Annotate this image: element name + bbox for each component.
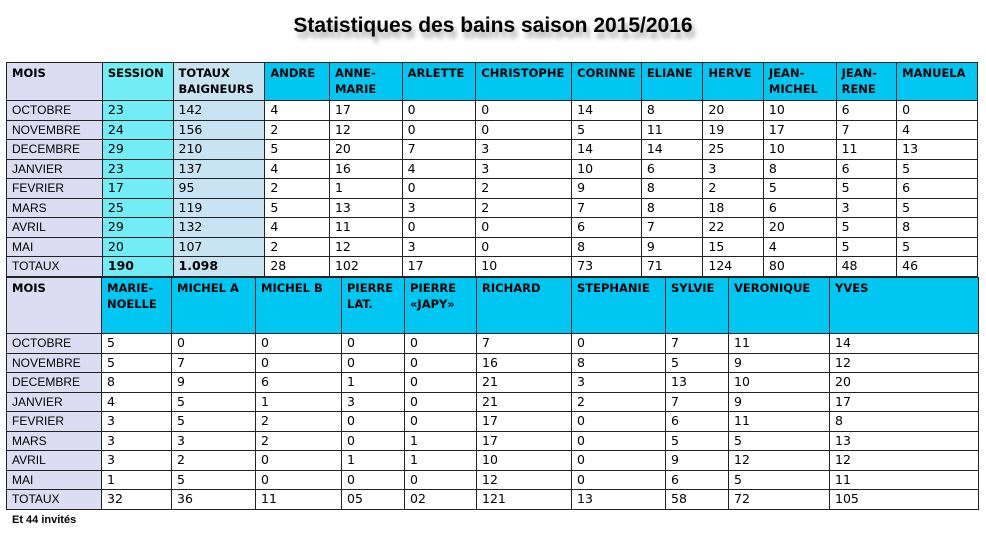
value-cell: 1: [329, 179, 402, 199]
value-cell: 13: [897, 140, 978, 160]
value-cell: 0: [342, 431, 405, 451]
table-row: [7, 237, 978, 257]
value-cell: 58: [666, 490, 729, 510]
value-cell: 8: [641, 198, 703, 218]
value-cell: 3: [102, 431, 172, 451]
value-cell: 0: [405, 470, 477, 490]
table-row: [7, 218, 978, 238]
value-cell: 23: [102, 101, 173, 121]
value-cell: 8: [897, 218, 978, 238]
value-cell: 0: [256, 334, 342, 354]
value-cell: 0: [405, 334, 477, 354]
value-cell: 1: [256, 392, 342, 412]
value-cell: 2: [265, 179, 330, 199]
value-cell: 17: [102, 179, 173, 199]
value-cell: 25: [703, 140, 764, 160]
value-cell: 23: [102, 159, 173, 179]
value-cell: 1: [342, 451, 405, 471]
value-cell: 36: [172, 490, 256, 510]
value-cell: 19: [703, 120, 764, 140]
value-cell: 6: [836, 101, 897, 121]
value-cell: 17: [763, 120, 836, 140]
value-cell: 4: [763, 237, 836, 257]
value-cell: 0: [405, 412, 477, 432]
value-cell: 1: [102, 470, 172, 490]
value-cell: 02: [405, 490, 477, 510]
totals-row: [7, 490, 979, 510]
value-cell: 5: [897, 237, 978, 257]
column-header: YVES: [830, 278, 979, 334]
value-cell: 121: [477, 490, 572, 510]
column-header: RICHARD: [477, 278, 572, 334]
value-cell: 1: [342, 373, 405, 393]
month-cell: MARS: [7, 431, 102, 451]
table-row: [7, 159, 978, 179]
value-cell: 3: [102, 451, 172, 471]
value-cell: 5: [729, 470, 830, 490]
value-cell: 3: [836, 198, 897, 218]
value-cell: 6: [641, 159, 703, 179]
value-cell: 8: [572, 353, 666, 373]
table-row: [7, 179, 978, 199]
table-row: [7, 451, 979, 471]
column-header: MOIS: [7, 63, 103, 101]
column-header: MICHEL B: [256, 278, 342, 334]
value-cell: 0: [897, 101, 978, 121]
value-cell: 8: [641, 179, 703, 199]
value-cell: 142: [173, 101, 265, 121]
month-cell: NOVEMBRE: [7, 353, 102, 373]
month-cell: DECEMBRE: [7, 373, 102, 393]
value-cell: 32: [102, 490, 172, 510]
month-cell: OCTOBRE: [7, 101, 103, 121]
value-cell: 132: [173, 218, 265, 238]
column-header: STEPHANIE: [572, 278, 666, 334]
value-cell: 20: [703, 101, 764, 121]
month-cell: TOTAUX: [7, 257, 103, 277]
value-cell: 5: [172, 392, 256, 412]
value-cell: 5: [666, 431, 729, 451]
value-cell: 7: [572, 198, 642, 218]
value-cell: 12: [477, 470, 572, 490]
value-cell: 3: [476, 159, 572, 179]
month-cell: JANVIER: [7, 392, 102, 412]
value-cell: 156: [173, 120, 265, 140]
value-cell: 0: [402, 101, 476, 121]
table-row: [7, 470, 979, 490]
value-cell: 7: [641, 218, 703, 238]
column-header: MOIS: [7, 278, 102, 334]
value-cell: 5: [763, 179, 836, 199]
value-cell: 5: [172, 412, 256, 432]
table-row: [7, 373, 979, 393]
value-cell: 20: [763, 218, 836, 238]
value-cell: 0: [342, 353, 405, 373]
value-cell: 5: [666, 353, 729, 373]
value-cell: 14: [572, 140, 642, 160]
value-cell: 3: [342, 392, 405, 412]
value-cell: 9: [729, 392, 830, 412]
value-cell: 0: [572, 412, 666, 432]
value-cell: 2: [703, 179, 764, 199]
month-cell: MAI: [7, 237, 103, 257]
value-cell: 20: [830, 373, 979, 393]
value-cell: 0: [572, 451, 666, 471]
value-cell: 10: [477, 451, 572, 471]
month-cell: NOVEMBRE: [7, 120, 103, 140]
value-cell: 11: [729, 412, 830, 432]
value-cell: 6: [666, 412, 729, 432]
column-header: ANNE-MARIE: [329, 63, 402, 101]
value-cell: 0: [256, 451, 342, 471]
column-header: MICHEL A: [172, 278, 256, 334]
value-cell: 3: [476, 140, 572, 160]
column-header: TOTAUX BAIGNEURS: [173, 63, 265, 101]
value-cell: 5: [836, 218, 897, 238]
value-cell: 8: [572, 237, 642, 257]
value-cell: 72: [729, 490, 830, 510]
value-cell: 4: [265, 101, 330, 121]
value-cell: 5: [897, 198, 978, 218]
value-cell: 13: [830, 431, 979, 451]
value-cell: 0: [402, 120, 476, 140]
month-cell: FEVRIER: [7, 179, 103, 199]
column-header: JEAN-RENE: [836, 63, 897, 101]
value-cell: 2: [256, 412, 342, 432]
value-cell: 9: [729, 353, 830, 373]
column-header: MANUELA: [897, 63, 978, 101]
value-cell: 5: [102, 353, 172, 373]
value-cell: 5: [265, 198, 330, 218]
value-cell: 5: [572, 120, 642, 140]
value-cell: 5: [897, 159, 978, 179]
table-row: [7, 334, 979, 354]
value-cell: 9: [172, 373, 256, 393]
column-header: CORINNE: [572, 63, 642, 101]
value-cell: 4: [265, 218, 330, 238]
value-cell: 0: [476, 237, 572, 257]
page-title: Statistiques des bains saison 2015/2016: [293, 14, 693, 37]
footnote: Et 44 invités: [12, 514, 77, 526]
value-cell: 12: [729, 451, 830, 471]
column-header: ELIANE: [641, 63, 703, 101]
value-cell: 17: [830, 392, 979, 412]
value-cell: 190: [102, 257, 173, 277]
totals-row: [7, 257, 978, 277]
value-cell: 10: [763, 101, 836, 121]
value-cell: 0: [256, 470, 342, 490]
value-cell: 8: [102, 373, 172, 393]
value-cell: 3: [402, 198, 476, 218]
month-cell: AVRIL: [7, 218, 103, 238]
value-cell: 8: [763, 159, 836, 179]
value-cell: 46: [897, 257, 978, 277]
value-cell: 17: [329, 101, 402, 121]
value-cell: 6: [256, 373, 342, 393]
value-cell: 0: [476, 218, 572, 238]
value-cell: 12: [329, 237, 402, 257]
value-cell: 28: [265, 257, 330, 277]
value-cell: 6: [836, 159, 897, 179]
value-cell: 7: [477, 334, 572, 354]
value-cell: 0: [572, 334, 666, 354]
value-cell: 3: [572, 373, 666, 393]
value-cell: 29: [102, 218, 173, 238]
value-cell: 10: [476, 257, 572, 277]
value-cell: 13: [572, 490, 666, 510]
month-cell: DECEMBRE: [7, 140, 103, 160]
value-cell: 7: [666, 334, 729, 354]
table-header-row: [7, 278, 979, 334]
stats-table-2: [6, 277, 979, 510]
value-cell: 0: [172, 334, 256, 354]
value-cell: 71: [641, 257, 703, 277]
table-row: [7, 198, 978, 218]
value-cell: 80: [763, 257, 836, 277]
table-row: [7, 140, 978, 160]
column-header: JEAN-MICHEL: [763, 63, 836, 101]
value-cell: 11: [729, 334, 830, 354]
value-cell: 11: [641, 120, 703, 140]
value-cell: 107: [173, 237, 265, 257]
value-cell: 12: [830, 451, 979, 471]
value-cell: 7: [402, 140, 476, 160]
value-cell: 2: [265, 120, 330, 140]
month-cell: MAI: [7, 470, 102, 490]
value-cell: 10: [572, 159, 642, 179]
value-cell: 9: [666, 451, 729, 471]
value-cell: 2: [572, 392, 666, 412]
value-cell: 14: [830, 334, 979, 354]
value-cell: 105: [830, 490, 979, 510]
column-header: VERONIQUE: [729, 278, 830, 334]
value-cell: 0: [476, 101, 572, 121]
table-row: [7, 431, 979, 451]
value-cell: 21: [477, 392, 572, 412]
value-cell: 17: [402, 257, 476, 277]
table-row: [7, 353, 979, 373]
value-cell: 9: [641, 237, 703, 257]
value-cell: 210: [173, 140, 265, 160]
column-header: HERVE: [703, 63, 764, 101]
table-row: [7, 101, 978, 121]
table-row: [7, 412, 979, 432]
value-cell: 0: [572, 431, 666, 451]
value-cell: 11: [256, 490, 342, 510]
column-header: ANDRE: [265, 63, 330, 101]
value-cell: 13: [666, 373, 729, 393]
value-cell: 20: [102, 237, 173, 257]
value-cell: 6: [666, 470, 729, 490]
column-header: ARLETTE: [402, 63, 476, 101]
value-cell: 6: [572, 218, 642, 238]
value-cell: 4: [402, 159, 476, 179]
value-cell: 0: [342, 470, 405, 490]
value-cell: 5: [102, 334, 172, 354]
value-cell: 6: [763, 198, 836, 218]
value-cell: 4: [102, 392, 172, 412]
month-cell: JANVIER: [7, 159, 103, 179]
value-cell: 5: [836, 237, 897, 257]
value-cell: 10: [729, 373, 830, 393]
value-cell: 11: [836, 140, 897, 160]
value-cell: 25: [102, 198, 173, 218]
value-cell: 137: [173, 159, 265, 179]
value-cell: 11: [830, 470, 979, 490]
value-cell: 48: [836, 257, 897, 277]
value-cell: 16: [329, 159, 402, 179]
value-cell: 10: [763, 140, 836, 160]
value-cell: 0: [402, 179, 476, 199]
value-cell: 0: [476, 120, 572, 140]
value-cell: 7: [836, 120, 897, 140]
month-cell: MARS: [7, 198, 103, 218]
value-cell: 5: [265, 140, 330, 160]
value-cell: 3: [172, 431, 256, 451]
value-cell: 17: [477, 431, 572, 451]
value-cell: 24: [102, 120, 173, 140]
value-cell: 8: [641, 101, 703, 121]
value-cell: 5: [836, 179, 897, 199]
value-cell: 73: [572, 257, 642, 277]
value-cell: 1.098: [173, 257, 265, 277]
value-cell: 4: [265, 159, 330, 179]
value-cell: 7: [172, 353, 256, 373]
value-cell: 16: [477, 353, 572, 373]
value-cell: 13: [329, 198, 402, 218]
table-row: [7, 120, 978, 140]
month-cell: TOTAUX: [7, 490, 102, 510]
value-cell: 8: [830, 412, 979, 432]
value-cell: 3: [703, 159, 764, 179]
value-cell: 17: [477, 412, 572, 432]
value-cell: 21: [477, 373, 572, 393]
value-cell: 2: [476, 179, 572, 199]
value-cell: 9: [572, 179, 642, 199]
value-cell: 14: [572, 101, 642, 121]
value-cell: 2: [265, 237, 330, 257]
table-header-row: [7, 63, 978, 101]
value-cell: 0: [256, 353, 342, 373]
value-cell: 3: [402, 237, 476, 257]
value-cell: 5: [172, 470, 256, 490]
column-header: SESSION: [102, 63, 173, 101]
value-cell: 14: [641, 140, 703, 160]
value-cell: 5: [729, 431, 830, 451]
column-header: PIERRE LAT.: [342, 278, 405, 334]
value-cell: 11: [329, 218, 402, 238]
value-cell: 0: [402, 218, 476, 238]
value-cell: 29: [102, 140, 173, 160]
value-cell: 0: [342, 334, 405, 354]
value-cell: 0: [405, 373, 477, 393]
value-cell: 12: [329, 120, 402, 140]
value-cell: 20: [329, 140, 402, 160]
value-cell: 0: [405, 392, 477, 412]
stats-table-1: [6, 62, 978, 277]
column-header: MARIE-NOELLE: [102, 278, 172, 334]
value-cell: 0: [572, 470, 666, 490]
value-cell: 124: [703, 257, 764, 277]
value-cell: 4: [897, 120, 978, 140]
value-cell: 119: [173, 198, 265, 218]
value-cell: 6: [897, 179, 978, 199]
value-cell: 2: [256, 431, 342, 451]
column-header: SYLVIE: [666, 278, 729, 334]
column-header: CHRISTOPHE: [476, 63, 572, 101]
month-cell: AVRIL: [7, 451, 102, 471]
value-cell: 0: [405, 353, 477, 373]
value-cell: 95: [173, 179, 265, 199]
value-cell: 22: [703, 218, 764, 238]
table-row: [7, 392, 979, 412]
value-cell: 3: [102, 412, 172, 432]
value-cell: 2: [172, 451, 256, 471]
value-cell: 18: [703, 198, 764, 218]
month-cell: OCTOBRE: [7, 334, 102, 354]
column-header: PIERRE «JAPY»: [405, 278, 477, 334]
value-cell: 1: [405, 451, 477, 471]
value-cell: 7: [666, 392, 729, 412]
value-cell: 2: [476, 198, 572, 218]
value-cell: 102: [329, 257, 402, 277]
value-cell: 1: [405, 431, 477, 451]
value-cell: 12: [830, 353, 979, 373]
value-cell: 05: [342, 490, 405, 510]
value-cell: 15: [703, 237, 764, 257]
value-cell: 0: [342, 412, 405, 432]
month-cell: FEVRIER: [7, 412, 102, 432]
